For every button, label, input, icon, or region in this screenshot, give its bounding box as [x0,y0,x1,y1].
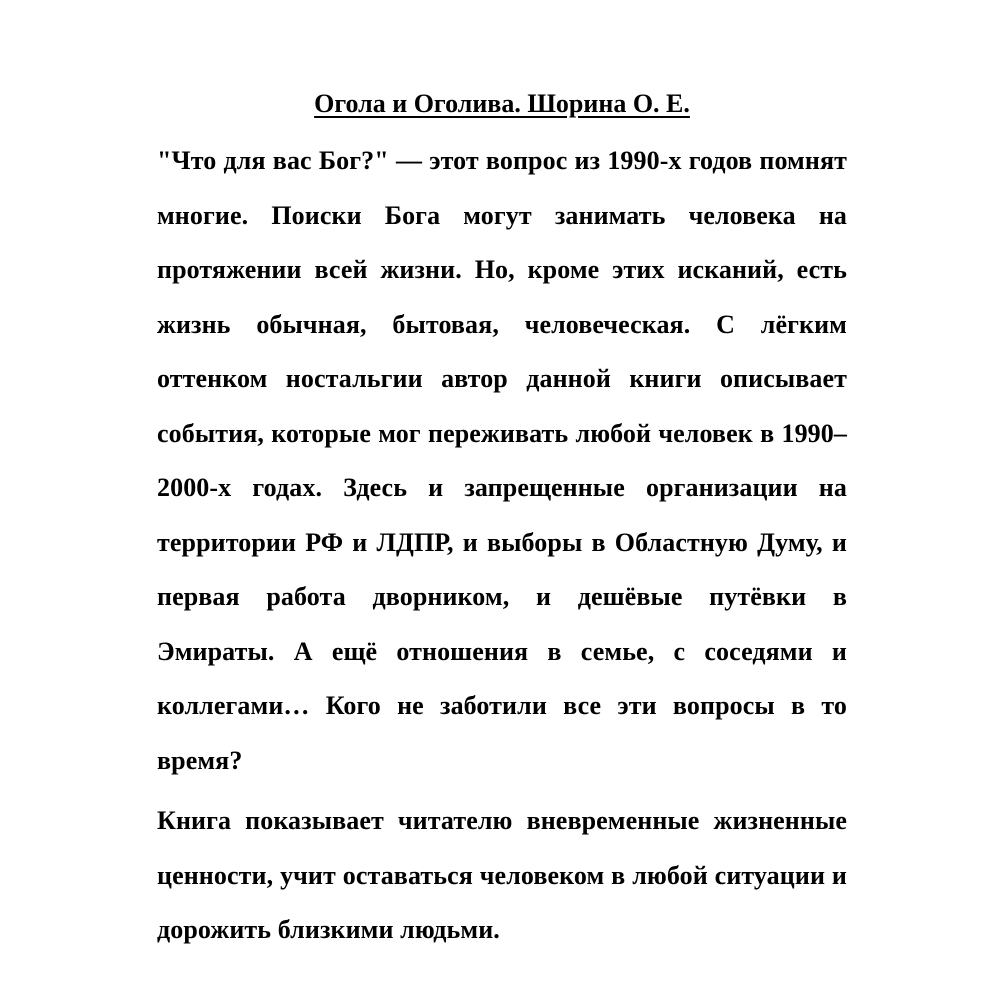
document-page [157,78,847,964]
paragraph-description: "Что для вас Бог?" — этот вопрос из 1990-х годов помнят многие. Поиски Бога могут занимать человека на протяжении всей жизни. Но, кроме этих исканий, есть жизнь обычная, бытовая, человеческая. С лёгким оттенком ностальгии автор данной книги описывает события, которые мог переживать любой человек в 1990–2000-х годах. Здесь и запрещенные организации на территории РФ и ЛДПР, и выборы в Областную Думу, и первая работа дворником, и дешёвые путёвки в Эмираты. А ещё отношения в семье, с соседями и коллегами… Кого не заботили все эти вопросы в то время? [157,146,847,775]
paragraph-summary: Книга показывает читателю вневременные жизненные ценности, учит оставаться человеком в любой ситуации и дорожить близкими людьми. [157,806,847,944]
document-title: Огола и Оголива. Шорина О. Е. [314,89,690,118]
